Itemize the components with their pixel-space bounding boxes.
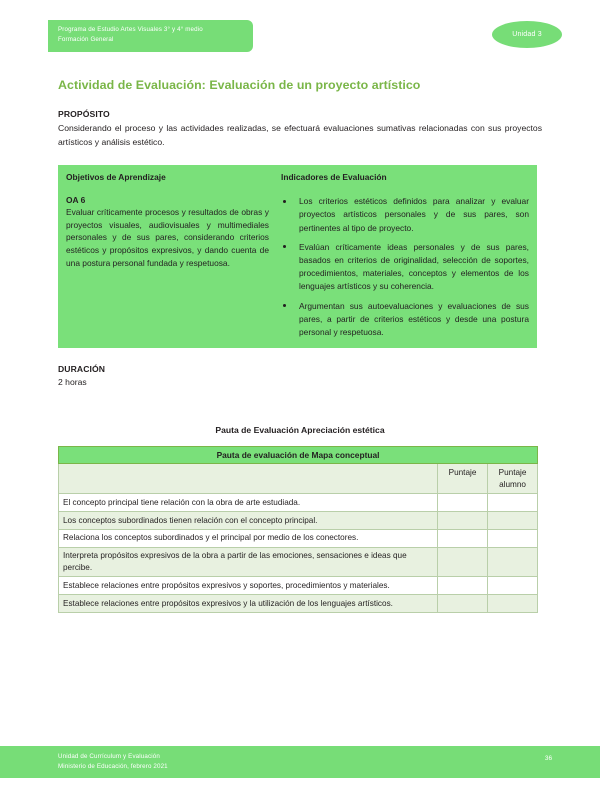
- criterion-cell: Establece relaciones entre propósitos expresivos y soportes, procedimientos y materiales.: [59, 577, 438, 595]
- program-title-line2: Formación General: [58, 35, 114, 43]
- footer-text-block: [58, 752, 168, 771]
- indicators-heading: Indicadores de Evaluación: [281, 172, 387, 183]
- table-row: [59, 595, 538, 613]
- proposito-text: Considerando el proceso y las actividades realizadas, se efectuará evaluaciones sumativas relacionadas con sus proyectos artísticos y análisis estético.: [58, 123, 542, 147]
- table-row: [59, 529, 538, 547]
- list-item: [281, 241, 529, 294]
- table-row: [59, 577, 538, 595]
- puntaje-alumno-cell[interactable]: [488, 494, 538, 512]
- program-title-line1: Programa de Estudio Artes Visuales 3° y 4° medio: [58, 26, 203, 33]
- table-row: [59, 447, 538, 464]
- column-header-puntaje-alumno: Puntaje alumno: [488, 464, 538, 494]
- table-row: [59, 512, 538, 530]
- puntaje-alumno-cell[interactable]: [488, 529, 538, 547]
- objectives-column: [66, 172, 279, 339]
- puntaje-alumno-cell[interactable]: [488, 595, 538, 613]
- duracion-section: [58, 364, 542, 387]
- list-item: [281, 300, 529, 340]
- indicator-text: Los criterios estéticos definidos para analizar y evaluar proyectos artísticos personales y de sus pares, son pertinentes al tipo de proyecto.: [299, 196, 529, 233]
- rubric-table-head: [59, 447, 538, 494]
- proposito-section: [58, 109, 542, 149]
- puntaje-cell[interactable]: [438, 494, 488, 512]
- criterion-cell: Los conceptos subordinados tienen relación con el concepto principal.: [59, 512, 438, 530]
- page-header: [0, 20, 600, 52]
- criterion-cell: Relaciona los conceptos subordinados y el principal por medio de los conectores.: [59, 529, 438, 547]
- page-content: [58, 78, 542, 613]
- page-title: Actividad de Evaluación: Evaluación de un proyecto artístico: [58, 78, 421, 92]
- criterion-cell: El concepto principal tiene relación con la obra de arte estudiada.: [59, 494, 438, 512]
- table-row: [59, 547, 538, 577]
- table-row: [59, 494, 538, 512]
- list-item: [281, 195, 529, 235]
- puntaje-cell[interactable]: [438, 512, 488, 530]
- oa-code: OA 6: [66, 195, 86, 206]
- bullet-icon: [283, 200, 286, 203]
- indicator-text: Evalúan críticamente ideas personales y de sus pares, basados en criterios de originalidad, selección de soportes, procedimientos, materiales, conceptos y elementos de los lenguajes artísticos y su coherencia.: [299, 241, 529, 292]
- objectives-indicators-panel: [58, 165, 537, 348]
- puntaje-cell[interactable]: [438, 595, 488, 613]
- rubric-band-title: Pauta de evaluación de Mapa conceptual: [59, 447, 538, 464]
- footer-line2: Ministerio de Educación, febrero 2021: [58, 762, 168, 770]
- unit-badge: Unidad 3: [492, 21, 562, 48]
- page-footer: [0, 746, 600, 778]
- indicators-column: [279, 172, 529, 339]
- criterion-cell: Establece relaciones entre propósitos expresivos y la utilización de los lenguajes artísticos.: [59, 595, 438, 613]
- puntaje-alumno-cell[interactable]: [488, 577, 538, 595]
- puntaje-cell[interactable]: [438, 547, 488, 577]
- page-number: 36: [544, 755, 552, 762]
- puntaje-cell[interactable]: [438, 577, 488, 595]
- rubric-table-body: [59, 494, 538, 613]
- duracion-label: DURACIÓN: [58, 364, 106, 375]
- bullet-icon: [283, 304, 286, 307]
- duracion-value: 2 horas: [58, 377, 87, 388]
- program-banner: [48, 20, 253, 52]
- column-header-criteria: [59, 464, 438, 494]
- puntaje-alumno-cell[interactable]: [488, 512, 538, 530]
- rubric-table: [58, 446, 538, 613]
- criterion-cell: Interpreta propósitos expresivos de la obra a partir de las emociones, sensaciones e ideas que percibe.: [59, 547, 438, 577]
- puntaje-cell[interactable]: [438, 529, 488, 547]
- oa-text: Evaluar críticamente procesos y resultados de obras y proyectos visuales, audiovisuales y multimediales personales y de sus pares, considerando criterios estéticos y propósitos expresivos, y dando cuenta de una postura personal fundada y respetuosa.: [66, 207, 269, 268]
- bullet-icon: [283, 245, 286, 248]
- indicators-list: [281, 195, 529, 339]
- table-row: [59, 464, 538, 494]
- objectives-heading: Objetivos de Aprendizaje: [66, 172, 166, 183]
- puntaje-alumno-cell[interactable]: [488, 547, 538, 577]
- footer-line1: Unidad de Currículum y Evaluación: [58, 753, 160, 760]
- proposito-label: PROPÓSITO: [58, 109, 110, 119]
- column-header-puntaje: Puntaje: [438, 464, 488, 494]
- indicator-text: Argumentan sus autoevaluaciones y evaluaciones de sus pares, a partir de criterios estéticos y desde una postura personal y respetuosa.: [299, 300, 529, 338]
- rubric-caption: Pauta de Evaluación Apreciación estética: [215, 425, 385, 436]
